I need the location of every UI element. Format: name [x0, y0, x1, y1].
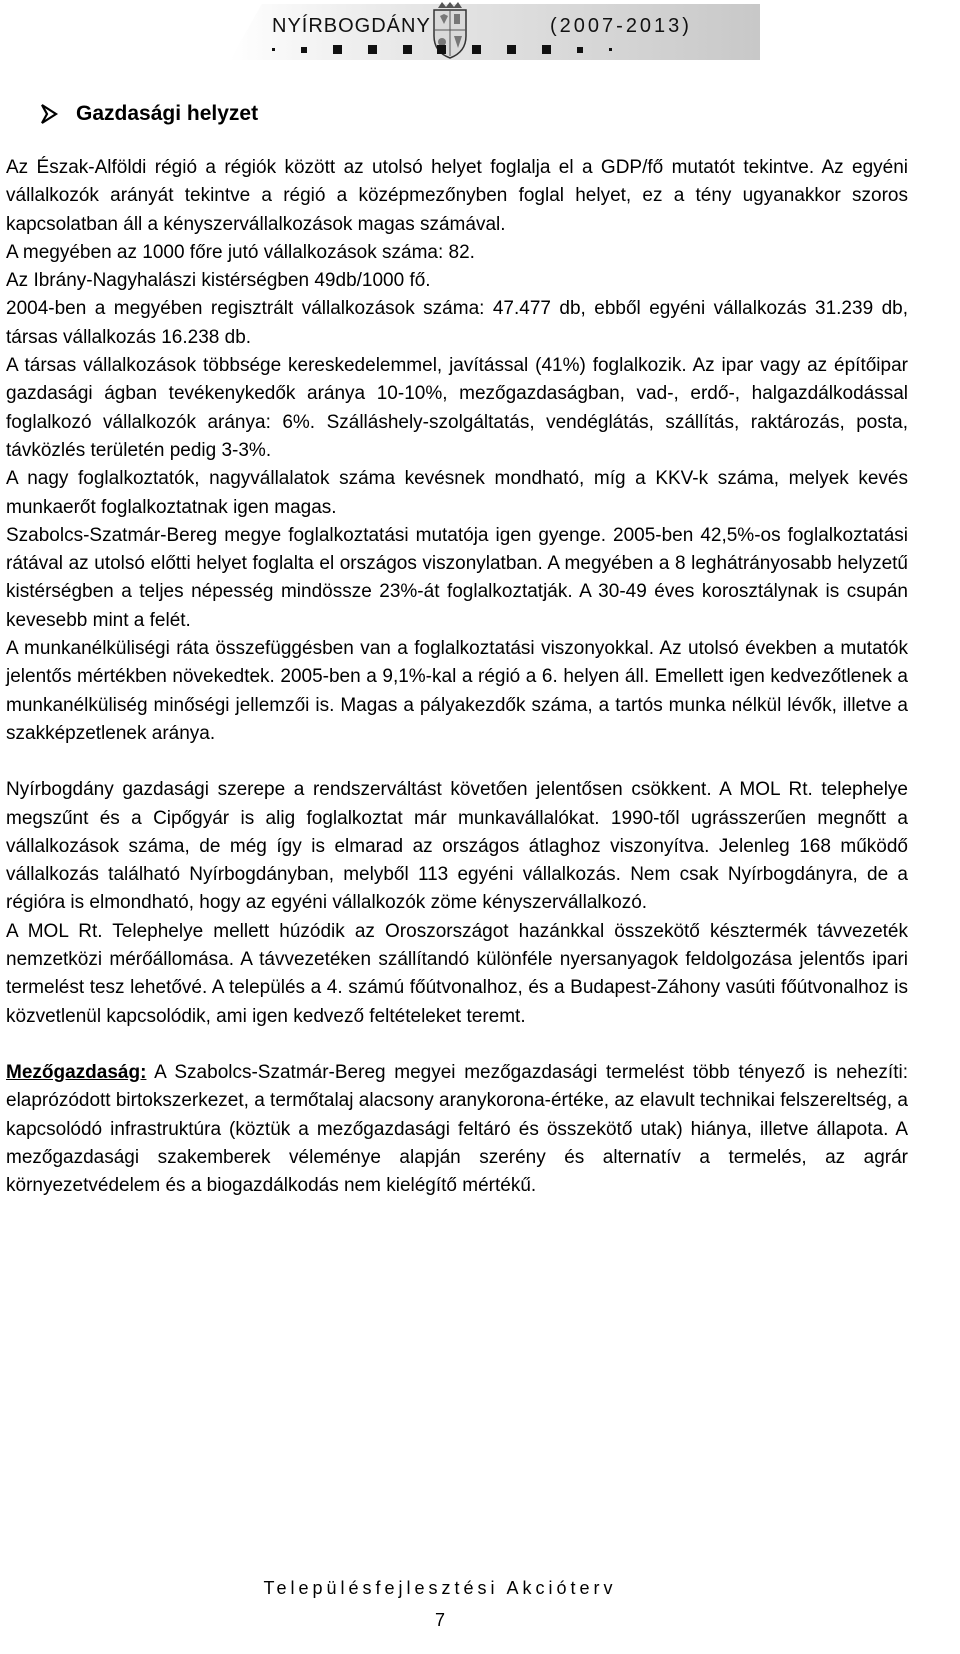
header-dot [609, 48, 612, 51]
footer-title: Településfejlesztési Akcióterv [263, 1578, 617, 1598]
header-dot [542, 45, 551, 54]
paragraph: Az Észak-Alföldi régió a régiók között az utolsó helyet foglalja el a GDP/fő mutatót tekintve. Az egyéni vállalkozók arányát tekintve a régió a középmezőnyben foglal helyet, ez a tény ugyanakkor szoros kapcsolatban áll a kényszervállalkozások magas számával. [6, 157, 908, 235]
section-heading [38, 102, 258, 126]
paragraph: Szabolcs-Szatmár-Bereg megye foglalkoztatási mutatója igen gyenge. 2005-ben 42,5%-os foglalkoztatási rátával az utolsó előtti helyet foglalta el országos viszonylatban. A megyében a 8 leghátrányosabb helyzetű kistérségben a teljes népesség mindössze 23%-át foglalkoztatják. A 30-49 éves korosztálynak is csupán kevesebb mint a felét. [6, 524, 908, 631]
page-header [200, 0, 760, 68]
paragraph: Nyírbogdány gazdasági szerepe a rendszerváltást követően jelentősen csökkent. A MOL Rt. telephelye megszűnt és a Cipőgyár is alig foglalkoztat már munkavállalókat. 1990-től ugrásszerűen megnőtt a vállalkozások száma, de még így is elmarad az országos átlaghoz viszonyítva. Jelenleg 168 működő vállalkozás található Nyírbogdányban, melyből 113 egyéni vállalkozás. Nem csak Nyírbogdányra, de a régióra is elmondható, hogy az egyéni vállalkozók zöme kényszervállalkozó. [6, 779, 908, 914]
header-dot [437, 45, 446, 54]
header-dot [333, 45, 342, 54]
page-number: 7 [434, 1610, 445, 1630]
header-dot [577, 47, 583, 53]
header-dot [272, 48, 275, 51]
agriculture-label: Mezőgazdaság: [6, 1061, 147, 1083]
paragraph: A megyében az 1000 főre jutó vállalkozások száma: 82. [6, 241, 475, 263]
paragraph: A nagy foglalkoztatók, nagyvállalatok száma kevésnek mondható, míg a KKV-k száma, melyek kevés munkaerőt foglalkoztatnak igen magas. [6, 468, 908, 518]
header-dot [507, 45, 516, 54]
arrow-bullet-icon [38, 103, 60, 125]
paragraph: Az Ibrány-Nagyhalászi kistérségben 49db/1000 fő. [6, 270, 431, 292]
header-place-name: NYÍRBOGDÁNY [272, 15, 431, 37]
section-title: Gazdasági helyzet [76, 102, 259, 125]
agriculture-text: A Szabolcs-Szatmár-Bereg megyei mezőgazdasági termelést több tényező is nehezíti: elaprózódott birtokszerkezet, a termőtalaj alacsony aranykorona-értéke, az elavult technikai felszereltség, a kapcsolódó infrastruktúra (köztük a mezőgazdasági feltáró és összekötő utak) hiánya, illetve állapota. A mezőgazdasági szakemberek véleménye alapján szerény és alternatív a termelés, az agrár környezetvédelem és a biogazdálkodás nem kielégítő mértékű. [6, 1061, 908, 1197]
paragraph: A munkanélküliségi ráta összefüggésben van a foglalkoztatási viszonyokkal. Az utolsó években a mutatók jelentős mértékben növekedtek. 2005-ben a 9,1%-kal a régió a 6. helyen áll. Emellett igen kedvezőtlenek a munkanélküliség minőségi jellemzői is. Magas a pályakezdők száma, a tartós munka nélkül lévők, illetve a szakképzetlenek aránya. [6, 638, 908, 744]
document-body [6, 154, 908, 1200]
paragraph: A MOL Rt. Telephelye mellett húzódik az Oroszországot hazánkkal összekötő késztermék távvezeték nemzetközi mérőállomása. A távvezetéken szállítandó különféle nyersanyagok feldolgozása jelentős ipari termelést tesz lehetővé. A település a 4. számú főútvonalhoz, és a Budapest-Záhony vasúti főútvonalhoz is közvetlenül kapcsolódik, ami igen kedvező feltételeket teremt. [6, 920, 908, 1027]
paragraph: A társas vállalkozások többsége kereskedelemmel, javítással (41%) foglalkozik. Az ipar vagy az építőipar gazdasági ágban tevékenykedők aránya 10-10%, mezőgazdaságban, vad-, erdő-, halgazdálkodással foglalkozó vállalkozók aránya: 6%. Szálláshely-szolgáltatás, vendéglátás, szállítás, raktározás, posta, távközlés területén pedig 3-3%. [6, 355, 908, 461]
paragraph: 2004-ben a megyében regisztrált vállalkozások száma: 47.477 db, ebből egyéni vállalkozás 31.239 db, társas vállalkozás 16.238 db. [6, 298, 908, 348]
header-dot [368, 45, 377, 54]
header-dot [472, 45, 481, 54]
header-years: (2007-2013) [550, 15, 692, 37]
header-dot [403, 45, 412, 54]
header-dot [301, 47, 307, 53]
header-dot-pattern [272, 45, 612, 54]
paragraph-agriculture [6, 1059, 908, 1200]
